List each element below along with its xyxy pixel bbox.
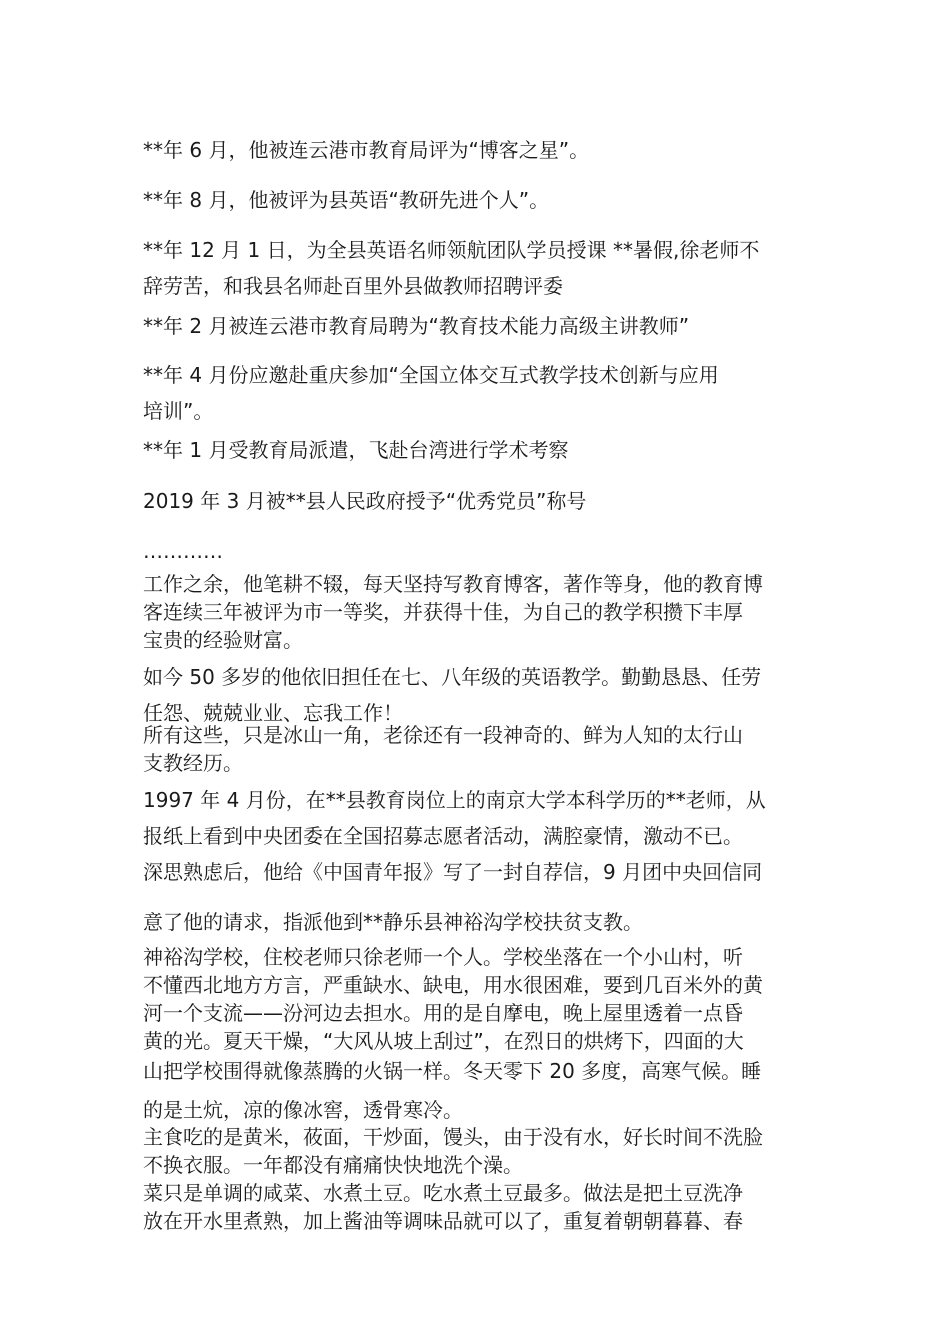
text-line: 黄的光。夏天干燥，“大风从坡上刮过”，在烈日的烘烤下，四面的大 bbox=[143, 1029, 744, 1053]
text-line: 神裕沟学校，住校老师只徐老师一个人。学校坐落在一个小山村，听 bbox=[143, 945, 743, 969]
text-line: 宝贵的经验财富。 bbox=[143, 628, 303, 652]
text-line: 菜只是单调的咸菜、水煮土豆。吃水煮土豆最多。做法是把土豆洗净 bbox=[143, 1181, 743, 1205]
text-line: **年 12 月 1 日，为全县英语名师领航团队学员授课 **暑假,徐老师不 bbox=[143, 238, 760, 262]
text-line: 如今 50 多岁的他依旧担任在七、八年级的英语教学。勤勤恳恳、任劳 bbox=[143, 665, 762, 689]
text-line: 任怨、兢兢业业、忘我工作！ bbox=[143, 701, 403, 725]
text-line: 辞劳苦，和我县名师赴百里外县做教师招聘评委 bbox=[143, 274, 563, 298]
text-line: 所有这些，只是冰山一角，老徐还有一段神奇的、鲜为人知的太行山 bbox=[143, 723, 743, 747]
text-line: 支教经历。 bbox=[143, 751, 243, 775]
text-line: 1997 年 4 月份，在**县教育岗位上的南京大学本科学历的**老师，从 bbox=[143, 788, 766, 812]
text-line: 不懂西北地方方言，严重缺水、缺电，用水很困难，要到几百米外的黄 bbox=[143, 973, 763, 997]
text-line: **年 2 月被连云港市教育局聘为“教育技术能力高级主讲教师” bbox=[143, 314, 690, 338]
text-line: 培训”。 bbox=[143, 399, 214, 423]
text-line: 不换衣服。一年都没有痛痛快快地洗个澡。 bbox=[143, 1153, 523, 1177]
text-line: **年 1 月受教育局派遣，飞赴台湾进行学术考察 bbox=[143, 438, 569, 462]
text-line: 2019 年 3 月被**县人民政府授予“优秀党员”称号 bbox=[143, 489, 587, 513]
text-line: **年 6 月，他被连云港市教育局评为“博客之星”。 bbox=[143, 138, 590, 162]
text-line: 客连续三年被评为市一等奖，并获得十佳，为自己的教学积攒下丰厚 bbox=[143, 600, 743, 624]
text-line: **年 8 月，他被评为县英语“教研先进个人”。 bbox=[143, 188, 550, 212]
text-line: **年 4 月份应邀赴重庆参加“全国立体交互式教学技术创新与应用 bbox=[143, 363, 719, 387]
text-line: 河一个支流——汾河边去担水。用的是自摩电，晚上屋里透着一点昏 bbox=[143, 1001, 743, 1025]
text-line: ………… bbox=[143, 539, 223, 563]
text-line: 放在开水里煮熟，加上酱油等调味品就可以了，重复着朝朝暮暮、春 bbox=[143, 1209, 743, 1233]
text-line: 意了他的请求，指派他到**静乐县神裕沟学校扶贫支教。 bbox=[143, 910, 643, 934]
text-line: 的是土炕，凉的像冰窖，透骨寒冷。 bbox=[143, 1098, 463, 1122]
text-line: 主食吃的是黄米，莜面，干炒面，馒头，由于没有水，好长时间不洗脸 bbox=[143, 1125, 763, 1149]
text-line: 山把学校围得就像蒸腾的火锅一样。冬天零下 20 多度，高寒气候。睡 bbox=[143, 1059, 762, 1083]
text-line: 报纸上看到中央团委在全国招募志愿者活动，满腔豪情，激动不已。 bbox=[143, 824, 743, 848]
text-line: 深思熟虑后，他给《中国青年报》写了一封自荐信，9 月团中央回信同 bbox=[143, 860, 763, 884]
text-line: 工作之余，他笔耕不辍，每天坚持写教育博客，著作等身，他的教育博 bbox=[143, 572, 763, 596]
